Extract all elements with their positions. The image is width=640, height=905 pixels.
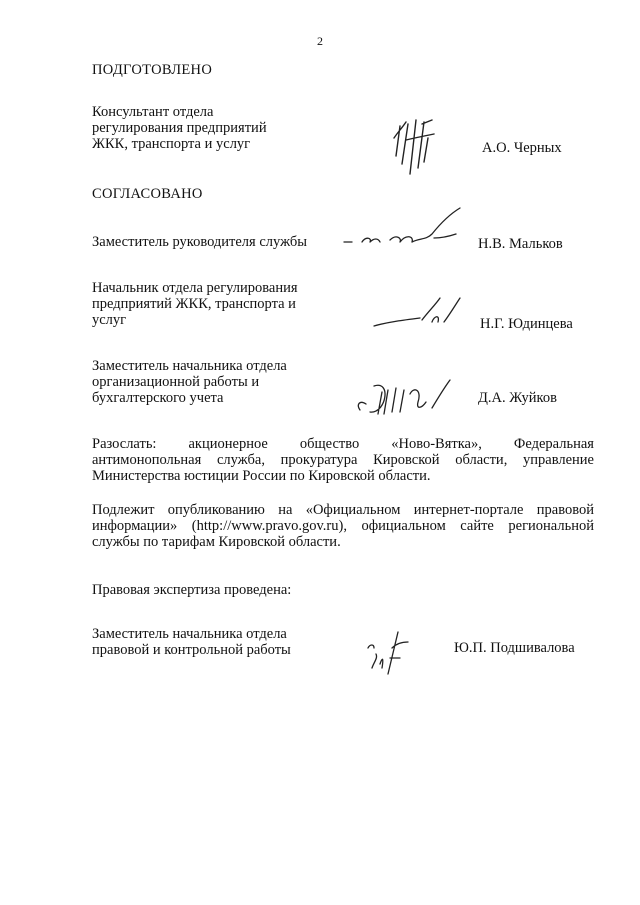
page-number: 2 (317, 34, 323, 48)
position-line: предприятий ЖКК, транспорта и (92, 296, 296, 312)
signer-position (92, 280, 298, 328)
position-line: Заместитель руководителя службы (92, 234, 308, 250)
prepared-name: А.О. Черных (482, 140, 562, 156)
agreed-heading: СОГЛАСОВАНО (92, 186, 203, 202)
signature-image (370, 292, 466, 336)
position-line: правовой и контрольной работы (92, 642, 291, 658)
publication-block (92, 502, 594, 550)
signer-name: Н.Г. Юдинцева (480, 316, 573, 332)
publication-line: Подлежит опубликованию на «Официальном интернет-портале правовой (92, 502, 594, 518)
distribution-word: общество (299, 436, 360, 452)
distribution-line: антимонопольная служба, прокуратура Кировской области, управление (92, 452, 594, 468)
position-line: ЖКК, транспорта и услуг (92, 136, 251, 152)
position-line: Заместитель начальника отдела (92, 626, 287, 642)
position-line: регулирования предприятий (92, 120, 267, 136)
distribution-word: Разослать: (92, 436, 157, 452)
distribution-word: акционерное (188, 436, 268, 452)
distribution-line: Министерства юстиции России по Кировской области. (92, 468, 431, 484)
legal-review-heading: Правовая экспертиза проведена: (92, 582, 292, 598)
prepared-position (92, 104, 267, 152)
signer-position (92, 358, 287, 406)
prepared-heading: ПОДГОТОВЛЕНО (92, 62, 213, 78)
signature-image (362, 628, 412, 678)
legal-review-name: Ю.П. Подшивалова (454, 640, 575, 656)
position-line: Консультант отдела (92, 104, 214, 120)
signature-image (340, 204, 470, 254)
position-line: услуг (92, 312, 127, 328)
distribution-first-line (92, 436, 594, 452)
legal-review-position (92, 626, 291, 658)
signer-position (92, 234, 307, 250)
publication-line: информации» (http://www.pravo.gov.ru), официальном сайте региональной (92, 518, 594, 534)
publication-line: службы по тарифам Кировской области. (92, 534, 341, 550)
position-line: бухгалтерского учета (92, 390, 224, 406)
position-line: Начальник отдела регулирования (92, 280, 298, 296)
distribution-word: «Ново-Вятка», (391, 436, 482, 452)
distribution-block (92, 436, 594, 484)
signature-image (352, 374, 468, 420)
distribution-word: Федеральная (513, 436, 594, 452)
signer-name: Д.А. Жуйков (478, 390, 557, 406)
position-line: Заместитель начальника отдела (92, 358, 287, 374)
signature-image (388, 118, 446, 180)
signer-name: Н.В. Мальков (478, 236, 563, 252)
position-line: организационной работы и (92, 374, 260, 390)
